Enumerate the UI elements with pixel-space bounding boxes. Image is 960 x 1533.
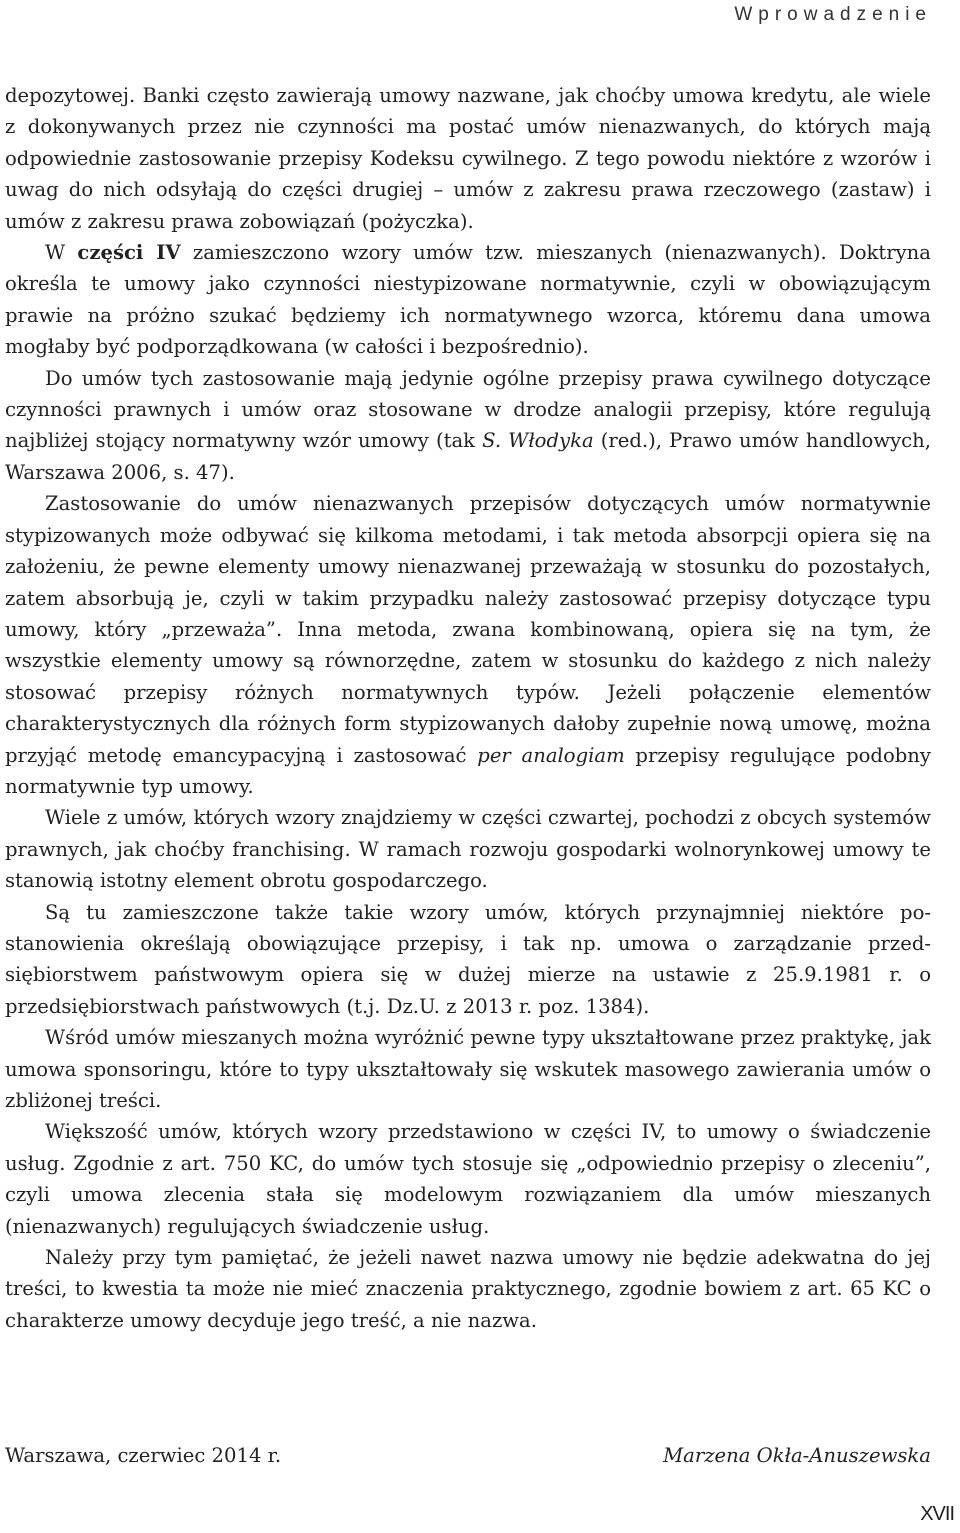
- italic-text: per analogiam: [477, 743, 625, 767]
- italic-text: S. Włodyka: [482, 429, 594, 453]
- text-run: W: [45, 241, 78, 265]
- paragraph-1: [5, 80, 931, 237]
- text-run: zamieszczono wzory umów tzw. mieszanych (nienazwanych). Doktryna określa te umowy jako czynności niestypizowane normatywnie, czyli w obowiązującym prawie na próżno szukać będziemy ich normatywnego wzorca, któremu dana umowa mogłaby być podporządkowana (w całości i bezpośrednio).: [5, 241, 931, 359]
- bold-text: części IV: [77, 241, 181, 265]
- text-run: Należy przy tym pamiętać, że jeżeli nawet nazwa umowy nie będzie adekwatna do jej treści, to kwestia ta może nie mieć znaczenia praktycznego, zgodnie bowiem z art. 65 KC o charakterze umowy decyduje jego treść, a nie nazwa.: [5, 1246, 931, 1332]
- paragraph-2: [5, 237, 931, 363]
- text-run: (red.), Prawo umów handlowych, Warszawa 2006, s. 47).: [5, 429, 932, 484]
- running-head: Wprowadzenie: [734, 4, 932, 25]
- paragraph-5: [5, 802, 931, 896]
- place-date: Warszawa, czerwiec 2014 r.: [5, 1444, 282, 1467]
- text-run: Wśród umów mieszanych można wyróżnić pewne typy ukształtowane przez praktykę, jak umowa sponsoringu, które to typy ukształtowały się wskutek masowego zawierania umów o zbliżonej treści.: [5, 1026, 931, 1112]
- text-run: depozytowej. Banki często zawierają umowy nazwane, jak choćby umowa kredytu, ale wiele z dokonywanych przez nie czynności ma postać umów nienazwanych, do których mają odpowiednie zastosowanie przepisy Kodeksu cywilnego. Z tego powodu niektóre z wzorów i uwag do nich odsyłają do części drugiej – umów z zakresu prawa rzeczowego (zastaw) i umów z zakresu prawa zobowiązań (pożyczka).: [5, 84, 931, 233]
- text-run: Zastosowanie do umów nienazwanych przepisów dotyczących umów normatywnie stypizowanych może odbywać się kilkoma metodami, i tak metoda absorpcji opiera się na założeniu, że pewne elementy umowy nienazwanej przeważają w stosunku do pozostałych, zatem absorbują je, czyli w takim przypadku należy zastosować przepisy dotyczące typu umowy, który „przeważa”. Inna metoda, zwana kombinowaną, opiera się na tym, że wszystkie elementy umowy są równorzędne, zatem w stosunku do każdego z nich należy stosować przepisy różnych normatywnych typów. Jeżeli połączenie elementów charakterystycznych dla różnych form stypizowanych dałoby zupełnie nową umowę, można przyjąć metodę emancypacyjną i zastosować: [5, 492, 931, 767]
- text-run: Większość umów, których wzory przedstawiono w części IV, to umowy o świadczenie usług. Zgodnie z art. 750 KC, do umów tych stosuje się „odpowiednio przepisy o zleceniu”, czyli umowa zlecenia stała się modelowym rozwiązaniem dla umów mieszanych (nienazwanych) regulujących świadczenie usług.: [5, 1120, 931, 1238]
- paragraph-3: [5, 363, 931, 489]
- text-run: Wiele z umów, których wzory znajdziemy w części czwartej, pochodzi z obcych systemów prawnych, jak choćby franchising. W ramach rozwoju gospodarki wolnorynkowej umowy te stanowią istotny element obrotu gospodarczego.: [5, 806, 931, 893]
- paragraph-4: [5, 488, 931, 802]
- text-run: Są tu zamieszczone także takie wzory umów, których przynajmniej niektóre postanowienia określają obowiązujące przepisy, i tak np. umowa o zarządzanie przedsiębiorstwem państwowym opiera się w dużej mierze na ustawie z 25.9.1981 r. o przedsiębiorstwach państwowych (t.j. Dz.U. z 2013 r. poz. 1384).: [5, 900, 931, 1018]
- paragraph-8: [5, 1116, 931, 1242]
- text-run: przepisy regulujące podobny normatywnie typ umowy.: [5, 743, 931, 798]
- page-number: XVII: [920, 1503, 954, 1525]
- body-text: [5, 80, 931, 1336]
- author-name: Marzena Okła-Anuszewska: [663, 1444, 931, 1467]
- paragraph-6: [5, 897, 931, 1023]
- text-run: Do umów tych zastosowanie mają jedynie ogólne przepisy prawa cywilnego dotyczące czynności prawnych i umów oraz stosowane w drodze analogii przepisy, które regulują najbliżej stojący normatywny wzór umowy (tak: [5, 366, 931, 453]
- signature-line: [5, 1440, 931, 1471]
- paragraph-9: [5, 1242, 931, 1336]
- paragraph-7: [5, 1022, 931, 1116]
